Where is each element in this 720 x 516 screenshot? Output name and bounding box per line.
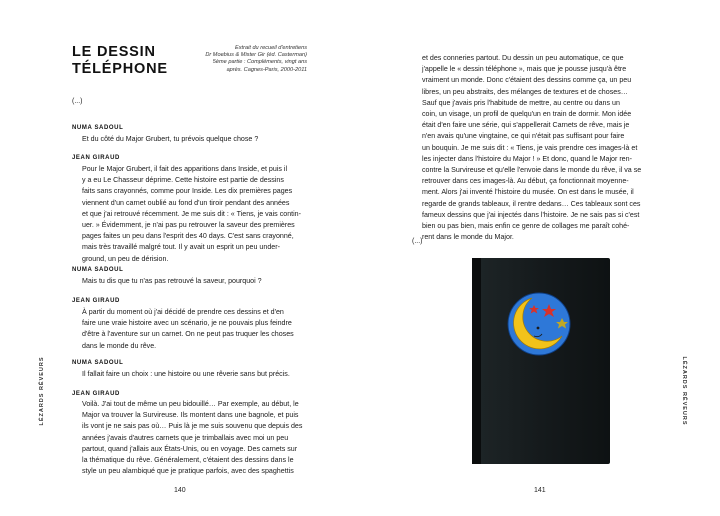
- dialogue-paragraph: [82, 276, 312, 287]
- text-line: Et du côté du Major Grubert, tu prévois quelque chose ?: [82, 135, 259, 143]
- continued-paragraph: [422, 53, 652, 243]
- text-line: Voilà. J'ai tout de même un peu bidouillé… Par exemple, au début, le: [82, 400, 299, 408]
- text-line: années j'avais d'autres carnets que je trimballais avec moi un peu: [82, 433, 289, 442]
- speaker-label: NUMA SADOUL: [72, 125, 124, 131]
- title-line-2: TÉLÉPHONE: [72, 61, 168, 77]
- text-line: coin, un visage, un profil de quelqu'un en train de dormir. Mon idée: [422, 110, 632, 119]
- text-line: rent dans le monde du Major.: [422, 233, 514, 242]
- text-line: libres, un peu abstraits, des mélanges de textures et de choses…: [422, 87, 628, 96]
- source-line-1: Extrait du recueil d'entretiens: [235, 45, 307, 51]
- dialogue-paragraph: [82, 307, 312, 352]
- ellipsis-left: (...): [72, 98, 83, 105]
- text-line: la thématique du rêve. Généralement, c'étaient des dessins dans le: [82, 456, 294, 465]
- dialogue-paragraph: [82, 399, 312, 477]
- text-line: regarde de grands tableaux, il rentre dedans… Ces tableaux sont ces: [422, 199, 641, 208]
- text-line: était d'en faire une série, qui s'appellerait Carnets de rêve, mais je: [422, 121, 630, 130]
- text-line: ment. Alors j'ai inventé l'histoire du musée. On est dans le musée, il: [422, 188, 634, 197]
- text-line: y a eu Le Chasseur déprime. Cette histoire est partie de dessins: [82, 176, 284, 185]
- article-title: [72, 44, 182, 78]
- title-line-1: LE DESSIN: [72, 44, 156, 60]
- text-line: partout, quand j'allais aux États-Unis, ou en voyage. Des carnets sur: [82, 444, 298, 453]
- speaker-label: JEAN GIRAUD: [72, 391, 120, 397]
- text-line: style un peu alambiqué que je pratique parfois, avec des spaghettis: [82, 467, 294, 476]
- running-head-left: LÉZARDS RÊVEURS: [39, 356, 45, 426]
- text-line: et que j'ai retrouvé récemment. Je me suis dit : « Tiens, je vais contin-: [82, 209, 301, 218]
- text-line: Sauf que j'avais pris l'habitude de mettre, au centre ou dans un: [422, 98, 620, 107]
- source-note: [192, 45, 307, 74]
- text-line: faire une vraie histoire avec un scénario, je ne pouvais plus feindre: [82, 319, 292, 328]
- speaker-label: JEAN GIRAUD: [72, 298, 120, 304]
- moon-emblem: [508, 293, 570, 355]
- source-line-2: Dr Moebius & Mister Gir (éd. Casterman): [205, 52, 307, 59]
- moon-eye: [537, 327, 540, 330]
- text-line: viennent d'un carnet oublié au fond d'un tiroir pendant des années: [82, 198, 290, 207]
- text-line: et des conneries partout. Du dessin un peu automatique, ce que: [422, 54, 624, 62]
- text-line: uer. » Évidemment, je n'ai pas pu retrouver la saveur des premières: [82, 221, 295, 230]
- notebook-spine: [472, 258, 481, 464]
- text-line: Mais tu dis que tu n'as pas retrouvé la saveur, pourquoi ?: [82, 277, 262, 285]
- text-line: retrouver dans ces images-là. Au début, ça fonctionnait moyenne-: [422, 177, 629, 186]
- source-line-3: 5ème partie : Compléments, vingt ans: [212, 59, 307, 66]
- text-line: n'en avais qu'une vingtaine, ce qui n'était pas suffisant pour faire: [422, 132, 625, 141]
- text-line: les injecter dans l'histoire du Major ! » Et donc, quand le Major ren-: [422, 154, 632, 163]
- text-line: Il fallait faire un choix : une histoire ou une rêverie sans but précis.: [82, 370, 290, 378]
- speaker-label: NUMA SADOUL: [72, 267, 124, 273]
- dialogue-paragraph: [82, 134, 312, 145]
- text-line: fameux dessins que j'ai injectés dans l'histoire. Je ne sais pas si c'est: [422, 210, 640, 219]
- running-head-right: LÉZARDS RÊVEURS: [681, 356, 687, 426]
- text-line: un bouquin. Je me suis dit : « Tiens, je vais prendre ces images-là et: [422, 143, 638, 152]
- speaker-label: NUMA SADOUL: [72, 360, 124, 366]
- text-line: Pour le Major Grubert, il fait des apparitions dans Inside, et puis il: [82, 165, 288, 173]
- text-line: dans le monde du rêve.: [82, 341, 157, 350]
- text-line: faits sans crayonnés, comme pour Inside. Les dix premières pages: [82, 187, 293, 196]
- text-line: vraiment un monde. Donc c'étaient des dessins comme ça, un peu: [422, 76, 632, 85]
- dialogue-paragraph: [82, 164, 312, 265]
- text-line: pages faites un peu dans l'esprit des 40 days. C'est sans crayonné,: [82, 232, 294, 241]
- text-line: d'être à l'aventure sur un carnet. On ne peut pas truquer les choses: [82, 330, 294, 339]
- page-number-left: 140: [174, 487, 186, 494]
- notebook-illustration: [472, 258, 610, 464]
- ellipsis-right: (...): [412, 238, 423, 245]
- text-line: Major va trouver la Survireuse. Ils montent dans une bagnole, et puis: [82, 411, 299, 420]
- text-line: j'appelle le « dessin téléphone », mais que je pousse jusqu'à être: [422, 65, 627, 74]
- text-line: mais très travaillé malgré tout. Il y avait un esprit un peu under-: [82, 243, 280, 252]
- text-line: bien ou pas bien, mais enfin ce genre de collages me paraît cohé-: [422, 222, 630, 231]
- text-line: ground, un peu de dérision.: [82, 254, 169, 263]
- speaker-label: JEAN GIRAUD: [72, 155, 120, 161]
- dialogue-paragraph: [82, 369, 312, 380]
- source-line-4: après. Cagnes-Paris, 2000-2011: [226, 66, 307, 73]
- notebook-cover: [472, 258, 610, 464]
- text-line: contre la Survireuse et qu'elle l'envoie dans le monde du rêve, il va se: [422, 166, 642, 175]
- text-line: À partir du moment où j'ai décidé de prendre ces dessins et d'en: [82, 308, 284, 316]
- text-line: ils vont je ne sais pas où… Puis là je me suis souvenu que depuis des: [82, 422, 303, 431]
- page-number-right: 141: [534, 487, 546, 494]
